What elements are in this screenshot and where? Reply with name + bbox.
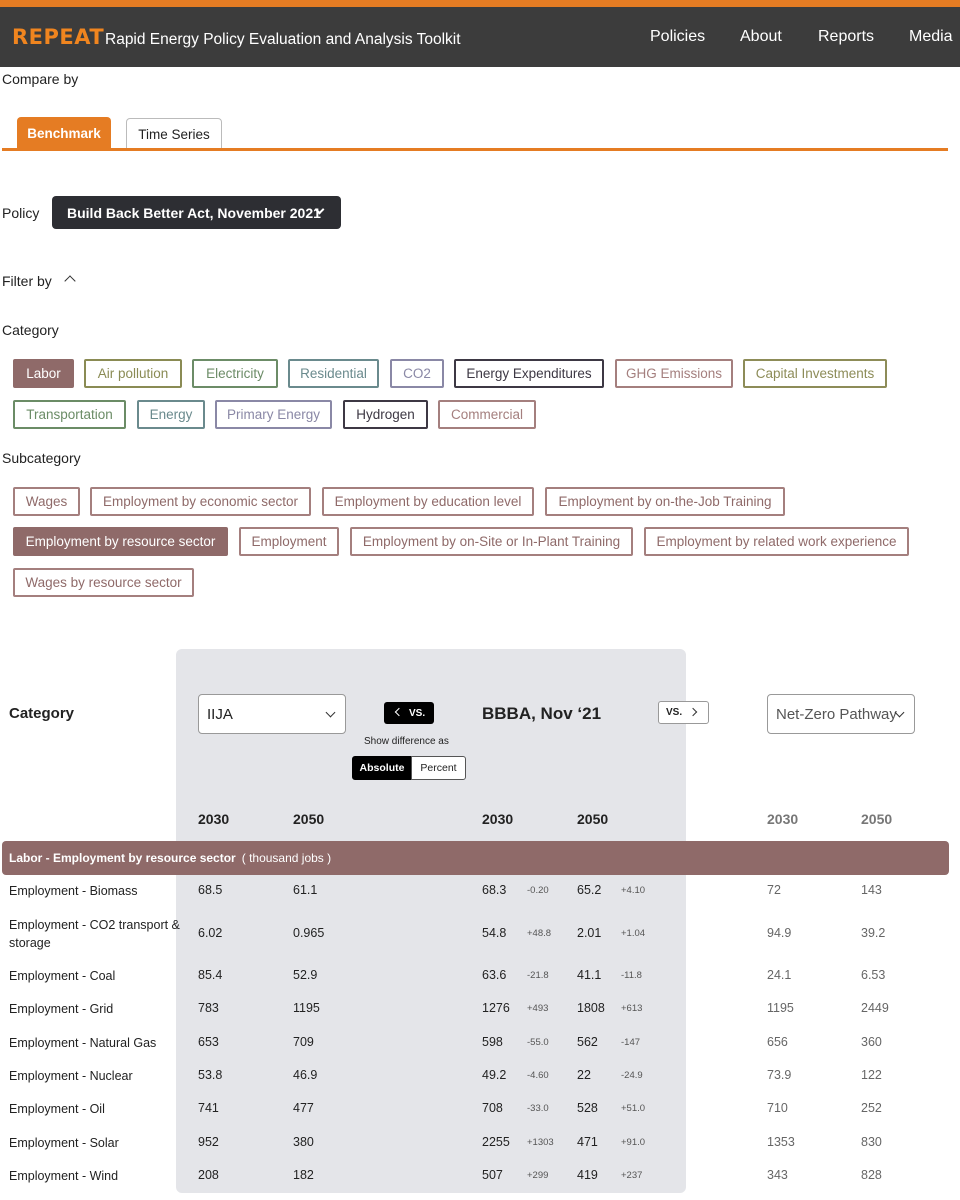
table-row xyxy=(0,917,960,950)
subcategory-label: Subcategory xyxy=(2,450,81,466)
vs-right-label: VS. xyxy=(666,707,683,718)
cell-l50: 52.9 xyxy=(293,968,318,982)
cell-c30: 63.6 xyxy=(482,968,507,982)
row-label: Employment - Grid xyxy=(9,1002,114,1016)
cell-d50: -24.9 xyxy=(621,1070,643,1081)
right-compare-select-value: Net-Zero Pathway xyxy=(776,705,897,723)
vs-left-button[interactable] xyxy=(384,702,434,724)
category-label: Category xyxy=(2,322,59,338)
cell-r50: 252 xyxy=(861,1101,882,1115)
cell-c50: 1808 xyxy=(577,1001,605,1015)
cell-r50: 122 xyxy=(861,1068,882,1082)
cell-c50: 2.01 xyxy=(577,926,602,940)
category-chip-capital-investments[interactable]: Capital Investments xyxy=(743,359,887,388)
left-compare-select-value: IIJA xyxy=(207,705,233,723)
category-chip-energy-expenditures[interactable]: Energy Expenditures xyxy=(454,359,604,388)
cell-r50: 360 xyxy=(861,1035,882,1049)
cell-l50: 61.1 xyxy=(293,883,318,897)
category-chip-transportation[interactable]: Transportation xyxy=(13,400,126,429)
cell-c50: 419 xyxy=(577,1168,598,1182)
center-policy-title: BBBA, Nov ‘21 xyxy=(482,704,602,723)
nav-reports[interactable]: Reports xyxy=(818,28,875,45)
cell-c30: 507 xyxy=(482,1168,503,1182)
category-chip-residential[interactable]: Residential xyxy=(288,359,379,388)
subcategory-chip-wages-by-resource-sector[interactable]: Wages by resource sector xyxy=(13,568,194,597)
top-accent-bar xyxy=(0,0,960,7)
row-label: Employment - Oil xyxy=(9,1102,105,1116)
cell-r30: 73.9 xyxy=(767,1068,792,1082)
navbar xyxy=(0,7,960,67)
cell-d30: -33.0 xyxy=(527,1103,549,1114)
category-chip-ghg-emissions[interactable]: GHG Emissions xyxy=(615,359,733,388)
table-row xyxy=(0,1068,960,1098)
cell-d30: -4.60 xyxy=(527,1070,549,1081)
cell-r50: 830 xyxy=(861,1135,882,1149)
table-row xyxy=(0,1035,960,1065)
cell-d50: +91.0 xyxy=(621,1137,646,1148)
compare-by-label: Compare by xyxy=(2,71,79,87)
chevron-left-icon xyxy=(395,708,403,716)
subcategory-chip-employment[interactable]: Employment xyxy=(239,527,339,556)
chevron-right-icon xyxy=(689,708,697,716)
cell-r30: 1195 xyxy=(767,1001,794,1015)
cell-l50: 182 xyxy=(293,1168,314,1182)
subcategory-chip-employment-by-education-level[interactable]: Employment by education level xyxy=(322,487,534,516)
cell-d50: +237 xyxy=(621,1170,643,1181)
cell-l30: 741 xyxy=(198,1101,219,1115)
chevron-up-icon[interactable] xyxy=(64,275,75,286)
nav-media[interactable]: Media xyxy=(909,28,953,45)
category-chip-energy[interactable]: Energy xyxy=(137,400,205,429)
subcategory-chip-wages[interactable]: Wages xyxy=(13,487,80,516)
year-header-right-2030: 2030 xyxy=(767,811,799,827)
subcategory-chip-employment-by-resource-sector[interactable]: Employment by resource sector xyxy=(13,527,228,556)
table-row xyxy=(0,1101,960,1131)
year-header-center-2030: 2030 xyxy=(482,811,514,827)
cell-c50: 41.1 xyxy=(577,968,602,982)
cell-r30: 343 xyxy=(767,1168,788,1182)
show-difference-label: Show difference as xyxy=(364,736,449,747)
group-unit: ( thousand jobs ) xyxy=(241,851,332,865)
cell-d30: +299 xyxy=(527,1170,549,1181)
vs-left-label: VS. xyxy=(409,707,426,719)
right-compare-select[interactable] xyxy=(767,694,915,734)
cell-d30: +48.8 xyxy=(527,928,552,939)
cell-c50: 471 xyxy=(577,1135,598,1149)
cell-l30: 6.02 xyxy=(198,926,223,940)
cell-l50: 380 xyxy=(293,1135,314,1149)
cell-l30: 653 xyxy=(198,1035,219,1049)
row-label: Employment - Wind xyxy=(9,1169,119,1183)
cell-d50: +1.04 xyxy=(621,928,646,939)
cell-c50: 22 xyxy=(577,1068,591,1082)
filter-by-label: Filter by xyxy=(2,273,52,289)
repeat-logo[interactable]: REPEAT xyxy=(12,25,105,49)
cell-r50: 39.2 xyxy=(861,926,886,940)
cell-c50: 65.2 xyxy=(577,883,602,897)
cell-c30: 54.8 xyxy=(482,926,507,940)
table-row xyxy=(0,968,960,998)
cell-c30: 2255 xyxy=(482,1135,510,1149)
table-row xyxy=(0,883,960,913)
table-row xyxy=(0,1001,960,1031)
cell-c30: 49.2 xyxy=(482,1068,507,1082)
cell-l30: 783 xyxy=(198,1001,219,1015)
cell-r50: 828 xyxy=(861,1168,882,1182)
row-label: Employment - Natural Gas xyxy=(9,1036,157,1050)
cell-l30: 952 xyxy=(198,1135,219,1149)
cell-d30: -55.0 xyxy=(527,1037,549,1048)
cell-d30: +1303 xyxy=(527,1137,554,1148)
cell-c30: 1276 xyxy=(482,1001,510,1015)
cell-d50: +613 xyxy=(621,1003,643,1014)
cell-l30: 208 xyxy=(198,1168,219,1182)
cell-l30: 85.4 xyxy=(198,968,223,982)
cell-d30: -0.20 xyxy=(527,885,549,896)
cell-l50: 1195 xyxy=(293,1001,320,1015)
cell-l50: 0.965 xyxy=(293,926,325,940)
category-chip-labor[interactable]: Labor xyxy=(13,359,74,388)
cell-l50: 46.9 xyxy=(293,1068,318,1082)
table-row xyxy=(0,1135,960,1165)
cell-c30: 68.3 xyxy=(482,883,507,897)
cell-d50: -147 xyxy=(621,1037,641,1048)
cell-r50: 6.53 xyxy=(861,968,886,982)
group-header xyxy=(2,841,949,875)
group-title: Labor - Employment by resource sector xyxy=(9,851,236,865)
cell-r30: 1353 xyxy=(767,1135,795,1149)
chevron-down-icon xyxy=(326,708,336,718)
cell-d50: +51.0 xyxy=(621,1103,646,1114)
category-column-header: Category xyxy=(9,705,75,722)
left-compare-select[interactable] xyxy=(198,694,346,734)
cell-r30: 94.9 xyxy=(767,926,792,940)
tab-benchmark[interactable]: Benchmark xyxy=(17,117,111,149)
cell-r30: 710 xyxy=(767,1101,788,1115)
cell-l30: 68.5 xyxy=(198,883,223,897)
year-header-left-2050: 2050 xyxy=(293,811,325,827)
cell-c50: 562 xyxy=(577,1035,598,1049)
year-header-center-2050: 2050 xyxy=(577,811,609,827)
percent-toggle[interactable]: Percent xyxy=(411,756,466,780)
subcategory-chip-employment-by-related-work-experience[interactable]: Employment by related work experience xyxy=(644,527,909,556)
cell-l50: 709 xyxy=(293,1035,314,1049)
row-label: Employment - Coal xyxy=(9,969,116,983)
cell-r30: 72 xyxy=(767,883,781,897)
subcategory-chip-employment-by-economic-sector[interactable]: Employment by economic sector xyxy=(90,487,311,516)
row-label: Employment - Solar xyxy=(9,1136,119,1150)
cell-r30: 24.1 xyxy=(767,968,792,982)
category-chip-primary-energy[interactable]: Primary Energy xyxy=(215,400,332,429)
category-chip-electricity[interactable]: Electricity xyxy=(192,359,278,388)
policy-dropdown[interactable] xyxy=(52,196,341,229)
cell-r30: 656 xyxy=(767,1035,788,1049)
absolute-toggle[interactable]: Absolute xyxy=(352,756,412,780)
category-chip-commercial[interactable]: Commercial xyxy=(438,400,536,429)
category-chip-air-pollution[interactable]: Air pollution xyxy=(84,359,182,388)
cell-l30: 53.8 xyxy=(198,1068,223,1082)
nav-about[interactable]: About xyxy=(740,28,782,45)
policy-label: Policy xyxy=(2,205,40,221)
cell-r50: 143 xyxy=(861,883,882,897)
row-label: Employment - Nuclear xyxy=(9,1069,133,1083)
year-header-left-2030: 2030 xyxy=(198,811,230,827)
cell-c30: 598 xyxy=(482,1035,503,1049)
year-header-right-2050: 2050 xyxy=(861,811,893,827)
row-label: Employment - Biomass xyxy=(9,884,138,898)
policy-dropdown-value: Build Back Better Act, November 2021 xyxy=(67,204,321,221)
cell-d50: -11.8 xyxy=(621,970,642,981)
cell-d30: -21.8 xyxy=(527,970,549,981)
cell-d30: +493 xyxy=(527,1003,549,1014)
cell-r50: 2449 xyxy=(861,1001,889,1015)
cell-d50: +4.10 xyxy=(621,885,646,896)
cell-c50: 528 xyxy=(577,1101,598,1115)
subcategory-chip-employment-by-on-site-training[interactable]: Employment by on-Site or In-Plant Training xyxy=(350,527,633,556)
category-chip-co2[interactable]: CO2 xyxy=(390,359,444,388)
tabs-underline xyxy=(2,148,948,151)
cell-c30: 708 xyxy=(482,1101,503,1115)
vs-right-button[interactable] xyxy=(658,701,709,724)
category-chip-hydrogen[interactable]: Hydrogen xyxy=(343,400,428,429)
subcategory-chip-employment-by-on-the-job-training[interactable]: Employment by on-the-Job Training xyxy=(545,487,785,516)
nav-policies[interactable]: Policies xyxy=(650,28,706,45)
tab-time-series[interactable]: Time Series xyxy=(126,118,222,150)
table-row xyxy=(0,1168,960,1198)
row-label: Employment - CO2 transport & storage xyxy=(9,918,180,950)
site-subtitle: Rapid Energy Policy Evaluation and Analysis Toolkit xyxy=(105,31,461,48)
cell-l50: 477 xyxy=(293,1101,314,1115)
